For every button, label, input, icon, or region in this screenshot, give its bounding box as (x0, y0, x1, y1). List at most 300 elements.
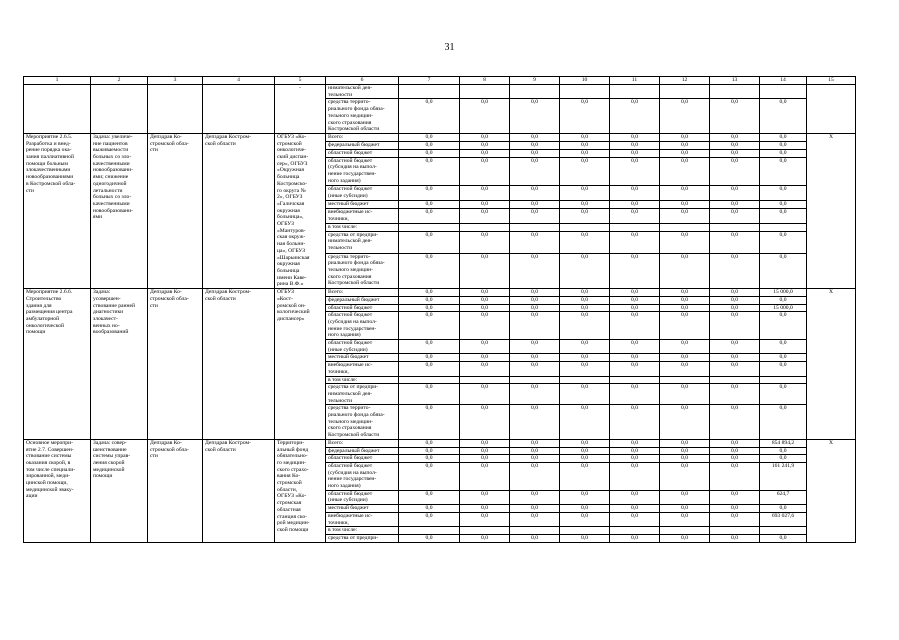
amount-cell: 0,0 (760, 535, 807, 543)
amount-cell: 0,0 (710, 253, 760, 289)
amount-cell: 0,0 (510, 439, 560, 447)
amount-cell: 0,0 (399, 447, 460, 455)
amount-cell: 0,0 (560, 231, 610, 253)
amount-cell (399, 85, 460, 99)
funding-source-label: федеральный бюджет (326, 141, 399, 149)
amount-cell: 693 027,6 (760, 512, 807, 526)
amount-cell: 0,0 (399, 231, 460, 253)
amount-cell: 0,0 (710, 296, 760, 304)
funding-source-label: областной бюджет (иные субсидии) (326, 340, 399, 354)
amount-cell: 0,0 (510, 157, 560, 186)
amount-cell: 0,0 (760, 99, 807, 134)
funding-source-label: местный бюджет (326, 354, 399, 362)
column-number-11: 11 (610, 77, 660, 85)
amount-cell: 0,0 (560, 384, 610, 405)
amount-cell: 0,0 (710, 405, 760, 440)
amount-cell: 0,0 (399, 354, 460, 362)
column-number-2: 2 (91, 77, 148, 85)
measure-task: Задача: усовершен- ствование ранней диагностики злокачест- венных но- вообразований (91, 289, 148, 440)
amount-cell: 624,7 (760, 490, 807, 504)
amount-cell: 0,0 (660, 535, 710, 543)
amount-cell: 0,0 (660, 141, 710, 149)
amount-cell: 0,0 (560, 149, 610, 157)
amount-cell: 0,0 (710, 354, 760, 362)
amount-cell: 0,0 (560, 157, 610, 186)
amount-cell: 0,0 (510, 462, 560, 490)
column-15-mark: X (807, 289, 856, 440)
amount-cell: 0,0 (610, 186, 660, 201)
amount-cell: 0,0 (510, 405, 560, 440)
amount-cell: 0,0 (560, 439, 610, 447)
amount-cell: 0,0 (760, 447, 807, 455)
funding-source-label: областной бюджет (субсидия на выпол- нение государствен- ного задания) (326, 312, 399, 340)
amount-cell: 0,0 (660, 405, 710, 440)
amount-cell: 0,0 (610, 157, 660, 186)
amount-cell: 0,0 (460, 535, 510, 543)
amount-cell: 161 241,9 (760, 462, 807, 490)
amount-cell: 0,0 (710, 362, 760, 376)
amount-cell: 0,0 (710, 490, 760, 504)
amount-cell: 0,0 (560, 209, 610, 224)
amount-cell (510, 376, 560, 384)
amount-cell: 0,0 (760, 405, 807, 440)
amount-cell: 0,0 (399, 462, 460, 490)
amount-cell: 0,0 (660, 133, 710, 141)
amount-cell: 0,0 (660, 340, 710, 354)
coordinator: Депздрав Ко- стромской обла- сти (148, 289, 203, 440)
amount-cell: 0,0 (560, 201, 610, 209)
amount-cell: 0,0 (660, 149, 710, 157)
amount-cell: 0,0 (510, 289, 560, 297)
column-number-14: 14 (760, 77, 807, 85)
amount-cell: 0,0 (560, 354, 610, 362)
funding-source-label: областной бюджет (иные субсидии) (326, 490, 399, 504)
amount-cell: 15 000,0 (760, 289, 807, 297)
column-15-mark: X (807, 439, 856, 542)
funding-source-label: местный бюджет (326, 505, 399, 513)
column-number-13: 13 (710, 77, 760, 85)
amount-cell: 0,0 (760, 186, 807, 201)
amount-cell: 0,0 (610, 99, 660, 134)
column-number-3: 3 (148, 77, 203, 85)
amount-cell: 0,0 (560, 462, 610, 490)
amount-cell: 0,0 (399, 340, 460, 354)
column-number-15: 15 (807, 77, 856, 85)
column-15-mark: X (807, 133, 856, 288)
amount-cell: 0,0 (660, 462, 710, 490)
amount-cell (560, 527, 610, 535)
amount-cell: 0,0 (710, 133, 760, 141)
amount-cell: 0,0 (710, 535, 760, 543)
amount-cell: 0,0 (760, 149, 807, 157)
amount-cell: 0,0 (460, 362, 510, 376)
amount-cell: 0,0 (399, 186, 460, 201)
amount-cell: 0,0 (560, 505, 610, 513)
amount-cell (610, 527, 660, 535)
amount-cell: 0,0 (760, 296, 807, 304)
column-number-1: 1 (24, 77, 91, 85)
executor-cell: - (275, 85, 326, 134)
amount-cell: 0,0 (560, 289, 610, 297)
program-table (23, 76, 856, 543)
amount-cell (460, 376, 510, 384)
amount-cell: 0,0 (660, 455, 710, 463)
amount-cell: 0,0 (760, 157, 807, 186)
column-number-6: 6 (326, 77, 399, 85)
header-row (24, 77, 856, 85)
amount-cell: 0,0 (610, 133, 660, 141)
amount-cell: 0,0 (610, 231, 660, 253)
funding-source-label: Всего: (326, 133, 399, 141)
amount-cell: 0,0 (399, 312, 460, 340)
funding-source-label: областной бюджет (иные субсидии) (326, 186, 399, 201)
measure-name: Мероприятие 2.6.6. Строительство здания для размещения центра амбулаторной онкологической помощи (24, 289, 91, 440)
amount-cell: 0,0 (660, 304, 710, 312)
amount-cell: 0,0 (460, 296, 510, 304)
amount-cell: 0,0 (460, 289, 510, 297)
amount-cell (460, 527, 510, 535)
amount-cell: 0,0 (399, 439, 460, 447)
amount-cell (660, 376, 710, 384)
funding-source-label: областной бюджет (326, 149, 399, 157)
amount-cell: 0,0 (560, 455, 610, 463)
amount-cell: 0,0 (399, 253, 460, 289)
amount-cell (560, 85, 610, 99)
participants: ОГБУЗ «Кост- ромской он- кологический диспансер» (275, 289, 326, 440)
responsible-executor: Депздрав Костром- ской области (203, 439, 275, 542)
amount-cell: 0,0 (710, 439, 760, 447)
amount-cell: 0,0 (610, 505, 660, 513)
column-number-4: 4 (203, 77, 275, 85)
funding-source-label: Всего: (326, 439, 399, 447)
funding-source-label: средства от предпри- нимательской дея- тельности (326, 384, 399, 405)
empty-cell-col4 (203, 85, 275, 134)
amount-cell: 0,0 (610, 512, 660, 526)
column-number-8: 8 (460, 77, 510, 85)
amount-cell: 0,0 (399, 362, 460, 376)
amount-cell: 0,0 (460, 201, 510, 209)
measure-name: Основное меропри- ятие 2.7. Совершен- ствование системы оказания скорой, в том числе специали- зированной, меди- цинской помощи, медицинской эваку- ации (24, 439, 91, 542)
amount-cell: 0,0 (460, 149, 510, 157)
amount-cell: 0,0 (510, 535, 560, 543)
amount-cell: 0,0 (460, 384, 510, 405)
amount-cell: 0,0 (399, 384, 460, 405)
amount-cell: 0,0 (610, 340, 660, 354)
amount-cell: 0,0 (660, 201, 710, 209)
amount-cell: 0,0 (399, 99, 460, 134)
amount-cell: 0,0 (610, 455, 660, 463)
amount-cell (510, 527, 560, 535)
amount-cell (399, 376, 460, 384)
participants: Территори- альный фонд обязательно- го медицин- ского страхо- вания Ко- стромской области, ОГБУЗ «Ко- стромская областная станция ско- рой медицин- ской помощи (275, 439, 326, 542)
amount-cell: 0,0 (560, 186, 610, 201)
amount-cell: 0,0 (710, 304, 760, 312)
funding-source-label: нимательской дея- тельности (326, 85, 399, 99)
amount-cell: 0,0 (560, 253, 610, 289)
amount-cell: 0,0 (660, 354, 710, 362)
amount-cell: 0,0 (710, 99, 760, 134)
amount-cell: 0,0 (460, 231, 510, 253)
responsible-executor: Депздрав Костром- ской области (203, 289, 275, 440)
amount-cell (610, 223, 660, 231)
amount-cell: 0,0 (399, 455, 460, 463)
amount-cell: 854 894,2 (760, 439, 807, 447)
amount-cell: 0,0 (710, 462, 760, 490)
amount-cell: 0,0 (610, 201, 660, 209)
amount-cell (660, 85, 710, 99)
amount-cell: 0,0 (660, 99, 710, 134)
amount-cell: 0,0 (710, 312, 760, 340)
funding-source-label: областной бюджет (субсидия на выпол- нение государствен- ного задания) (326, 157, 399, 186)
amount-cell: 0,0 (510, 340, 560, 354)
amount-cell: 0,0 (399, 505, 460, 513)
amount-cell: 0,0 (510, 133, 560, 141)
amount-cell: 0,0 (510, 149, 560, 157)
amount-cell (610, 376, 660, 384)
amount-cell: 0,0 (510, 296, 560, 304)
funding-source-label: федеральный бюджет (326, 447, 399, 455)
amount-cell: 0,0 (760, 354, 807, 362)
amount-cell: 0,0 (760, 505, 807, 513)
amount-cell: 0,0 (510, 312, 560, 340)
funding-source-label: областной бюджет (326, 304, 399, 312)
funding-source-label: в том числе: (326, 376, 399, 384)
amount-cell (760, 376, 807, 384)
amount-cell: 0,0 (560, 535, 610, 543)
amount-cell: 0,0 (610, 354, 660, 362)
amount-cell (760, 85, 807, 99)
amount-cell: 0,0 (560, 362, 610, 376)
amount-cell: 0,0 (610, 141, 660, 149)
amount-cell: 0,0 (560, 304, 610, 312)
amount-cell: 0,0 (510, 447, 560, 455)
amount-cell (710, 376, 760, 384)
amount-cell: 0,0 (710, 447, 760, 455)
amount-cell: 0,0 (460, 209, 510, 224)
amount-cell: 0,0 (760, 253, 807, 289)
amount-cell: 0,0 (560, 141, 610, 149)
amount-cell: 0,0 (760, 340, 807, 354)
amount-cell (560, 376, 610, 384)
column-number-5: 5 (275, 77, 326, 85)
amount-cell (510, 85, 560, 99)
amount-cell: 0,0 (510, 304, 560, 312)
funding-source-label: внебюджетные ис- точники, (326, 209, 399, 224)
amount-cell: 0,0 (560, 512, 610, 526)
amount-cell: 0,0 (760, 133, 807, 141)
amount-cell: 0,0 (760, 312, 807, 340)
amount-cell: 0,0 (710, 505, 760, 513)
amount-cell: 0,0 (660, 439, 710, 447)
coordinator: Депздрав Ко- стромской обла- сти (148, 133, 203, 288)
amount-cell: 0,0 (460, 462, 510, 490)
amount-cell: 0,0 (399, 535, 460, 543)
amount-cell: 0,0 (399, 157, 460, 186)
amount-cell: 0,0 (610, 296, 660, 304)
amount-cell: 0,0 (610, 384, 660, 405)
amount-cell: 0,0 (510, 512, 560, 526)
funding-row (24, 133, 856, 141)
amount-cell: 0,0 (760, 201, 807, 209)
amount-cell: 0,0 (710, 384, 760, 405)
amount-cell: 0,0 (510, 141, 560, 149)
amount-cell (710, 527, 760, 535)
amount-cell (460, 223, 510, 231)
amount-cell: 0,0 (660, 296, 710, 304)
page-number: 31 (444, 42, 455, 53)
funding-source-label: средства террито- риального фонда обяза- тельного медицин- ского страхования Костромской области (326, 99, 399, 134)
amount-cell (760, 223, 807, 231)
amount-cell: 0,0 (660, 490, 710, 504)
funding-source-label: местный бюджет (326, 201, 399, 209)
amount-cell (610, 85, 660, 99)
column-number-12: 12 (660, 77, 710, 85)
funding-source-label: внебюджетные ис- точники, (326, 512, 399, 526)
amount-cell: 0,0 (660, 312, 710, 340)
amount-cell: 0,0 (760, 455, 807, 463)
amount-cell: 0,0 (510, 384, 560, 405)
amount-cell: 0,0 (460, 455, 510, 463)
amount-cell: 0,0 (760, 141, 807, 149)
amount-cell: 0,0 (399, 149, 460, 157)
continuation-row (24, 85, 856, 99)
amount-cell: 0,0 (460, 141, 510, 149)
amount-cell: 0,0 (399, 289, 460, 297)
empty-cell-col3 (148, 85, 203, 134)
funding-source-label: средства террито- риального фонда обяза- тельного медицин- ского страхования Костромской области (326, 405, 399, 440)
amount-cell: 0,0 (510, 209, 560, 224)
amount-cell: 0,0 (660, 231, 710, 253)
amount-cell: 0,0 (460, 439, 510, 447)
amount-cell: 0,0 (510, 253, 560, 289)
measure-task: Задача: увеличе- ние пациентов выживаемости больных со зло- качественными новообразовани- ями; снижение одногодичной летальности больных со зло- качественными новообразовани- ями (91, 133, 148, 288)
amount-cell: 0,0 (399, 201, 460, 209)
amount-cell: 0,0 (610, 439, 660, 447)
column-15-cell (807, 85, 856, 134)
amount-cell: 0,0 (660, 253, 710, 289)
amount-cell: 0,0 (710, 209, 760, 224)
amount-cell: 0,0 (510, 231, 560, 253)
amount-cell: 0,0 (460, 186, 510, 201)
amount-cell: 0,0 (460, 405, 510, 440)
amount-cell: 0,0 (510, 505, 560, 513)
participants: ОГБУЗ «Ко- стромской онкологиче- ский диспан- сер», ОГБУЗ «Окружная больница Костромско- го округа № 2», ОГБУЗ «Галичская окружная больница», ОГБУЗ «Мантуров- ская окруж- ная больни- ца», ОГБУЗ «Шарьинская окружная больница имени Каве- рина В.Ф.» (275, 133, 326, 288)
amount-cell: 0,0 (560, 296, 610, 304)
funding-source-label: средства от предпри- (326, 535, 399, 543)
amount-cell: 0,0 (610, 490, 660, 504)
column-number-9: 9 (510, 77, 560, 85)
amount-cell (660, 223, 710, 231)
amount-cell: 0,0 (660, 362, 710, 376)
amount-cell: 0,0 (560, 133, 610, 141)
amount-cell: 0,0 (710, 186, 760, 201)
funding-source-label: средства террито- риального фонда обяза- тельного медицин- ского страхования Костромской области (326, 253, 399, 289)
funding-source-label: областной бюджет (326, 455, 399, 463)
amount-cell: 0,0 (510, 186, 560, 201)
measure-task: Задача: совер- шенствование системы управ- ления скорой медицинской помощи (91, 439, 148, 542)
amount-cell: 0,0 (760, 362, 807, 376)
amount-cell: 0,0 (610, 535, 660, 543)
amount-cell: 0,0 (610, 304, 660, 312)
amount-cell: 0,0 (660, 289, 710, 297)
amount-cell: 0,0 (460, 253, 510, 289)
amount-cell: 0,0 (710, 289, 760, 297)
amount-cell: 0,0 (710, 157, 760, 186)
amount-cell: 0,0 (460, 312, 510, 340)
amount-cell (710, 85, 760, 99)
amount-cell: 0,0 (660, 209, 710, 224)
amount-cell: 0,0 (460, 133, 510, 141)
column-number-7: 7 (399, 77, 460, 85)
amount-cell: 0,0 (710, 340, 760, 354)
funding-source-label: федеральный бюджет (326, 296, 399, 304)
amount-cell (560, 223, 610, 231)
empty-cell-col2 (91, 85, 148, 134)
amount-cell: 0,0 (660, 157, 710, 186)
amount-cell: 0,0 (460, 447, 510, 455)
funding-row (24, 289, 856, 297)
amount-cell (760, 527, 807, 535)
amount-cell: 0,0 (710, 455, 760, 463)
amount-cell: 0,0 (460, 354, 510, 362)
amount-cell: 0,0 (760, 384, 807, 405)
amount-cell (399, 527, 460, 535)
funding-source-label: областной бюджет (субсидия на выпол- нение государствен- ного задания) (326, 462, 399, 490)
amount-cell: 0,0 (610, 253, 660, 289)
amount-cell: 0,0 (610, 462, 660, 490)
amount-cell: 0,0 (399, 209, 460, 224)
amount-cell (399, 223, 460, 231)
amount-cell: 0,0 (710, 512, 760, 526)
amount-cell: 0,0 (460, 505, 510, 513)
amount-cell: 0,0 (460, 490, 510, 504)
amount-cell: 0,0 (710, 141, 760, 149)
amount-cell (660, 527, 710, 535)
funding-source-label: в том числе: (326, 527, 399, 535)
amount-cell: 0,0 (610, 149, 660, 157)
funding-source-label: Всего: (326, 289, 399, 297)
amount-cell: 0,0 (460, 157, 510, 186)
amount-cell: 0,0 (510, 455, 560, 463)
amount-cell: 0,0 (399, 141, 460, 149)
amount-cell: 0,0 (610, 289, 660, 297)
amount-cell: 0,0 (399, 490, 460, 504)
amount-cell: 0,0 (660, 512, 710, 526)
amount-cell: 0,0 (560, 490, 610, 504)
amount-cell: 0,0 (710, 231, 760, 253)
amount-cell (710, 223, 760, 231)
amount-cell: 0,0 (610, 312, 660, 340)
amount-cell: 0,0 (560, 99, 610, 134)
amount-cell: 0,0 (660, 447, 710, 455)
measure-name: Мероприятие 2.6.5. Разработка и внед- рение порядка ока- зания паллиативной помощи больным злокачественными новообразованиями в Костромской обла- сти (24, 133, 91, 288)
amount-cell: 0,0 (510, 201, 560, 209)
amount-cell: 0,0 (760, 209, 807, 224)
column-number-10: 10 (560, 77, 610, 85)
amount-cell: 0,0 (710, 149, 760, 157)
amount-cell: 0,0 (460, 340, 510, 354)
amount-cell: 0,0 (560, 405, 610, 440)
amount-cell: 0,0 (399, 296, 460, 304)
amount-cell: 0,0 (399, 304, 460, 312)
amount-cell: 0,0 (510, 354, 560, 362)
coordinator: Депздрав Ко- стромской обла- сти (148, 439, 203, 542)
amount-cell: 0,0 (660, 505, 710, 513)
amount-cell: 0,0 (560, 447, 610, 455)
amount-cell: 0,0 (510, 490, 560, 504)
amount-cell: 0,0 (560, 340, 610, 354)
responsible-executor: Депздрав Костром- ской области (203, 133, 275, 288)
